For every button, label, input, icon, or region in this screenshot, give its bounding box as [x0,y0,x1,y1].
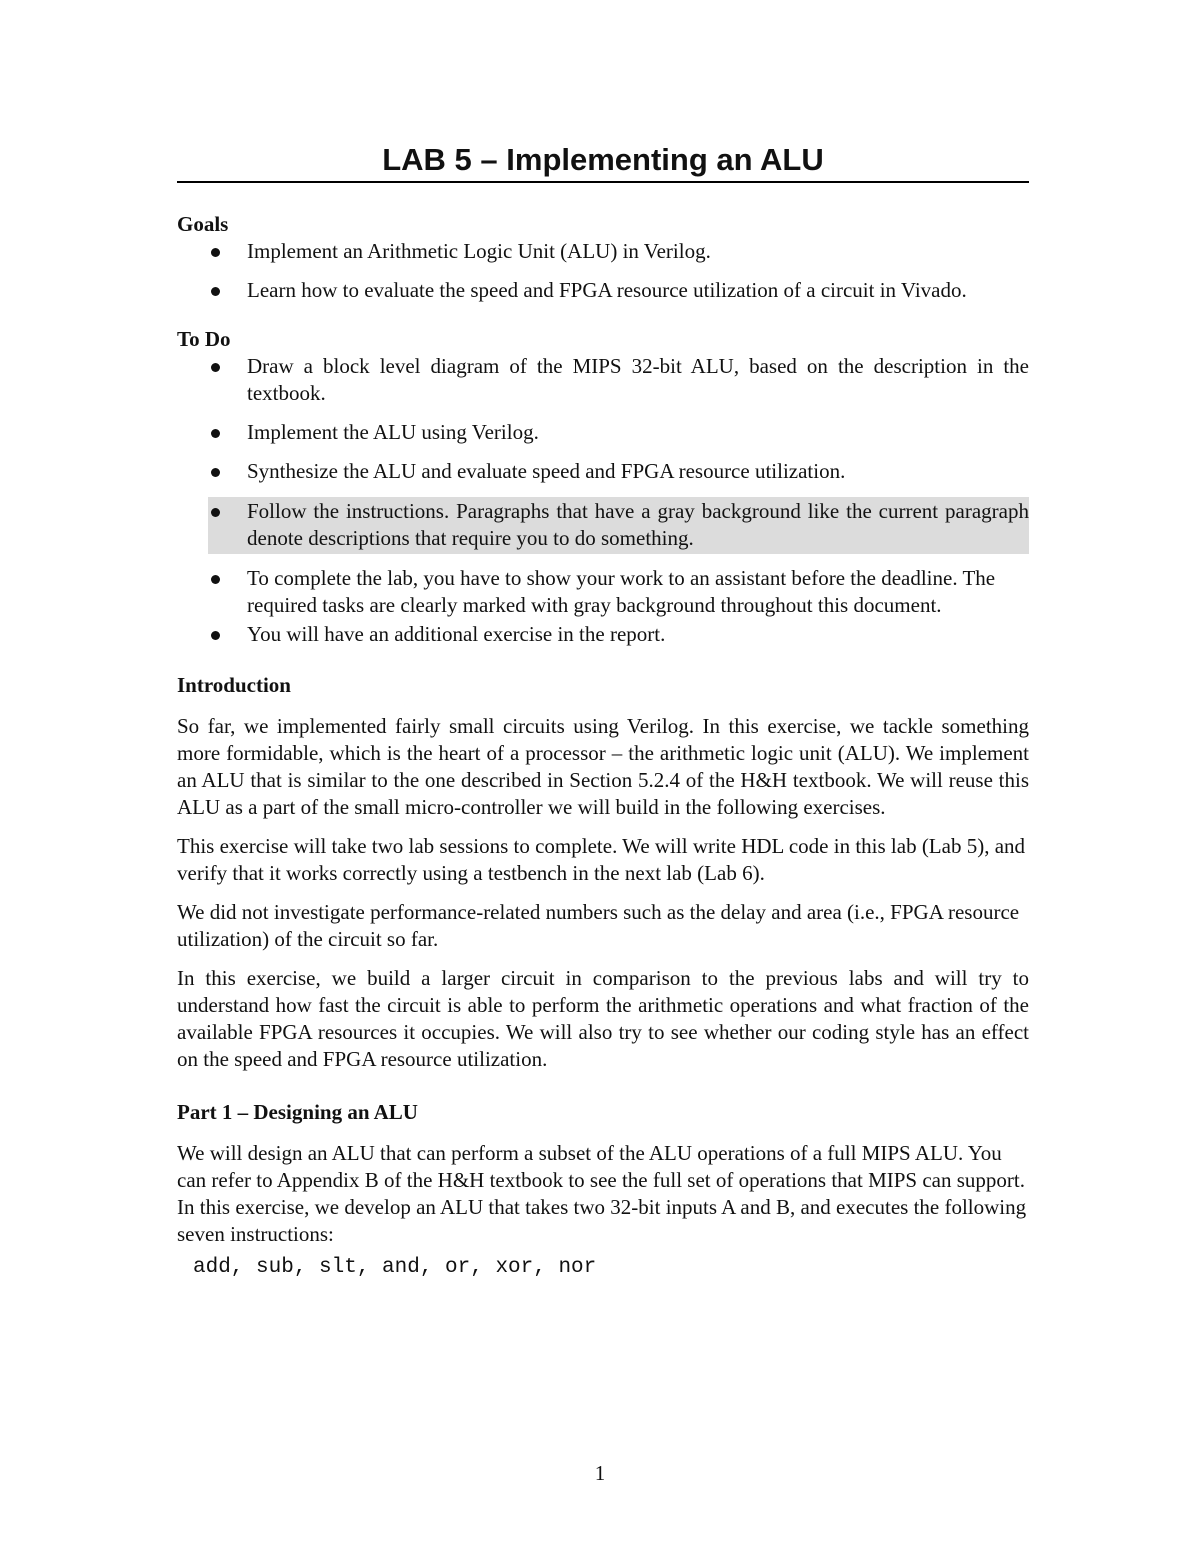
part1-paragraph: We will design an ALU that can perform a subset of the ALU operations of a full MIPS ALU. You can refer to Appendix B of the H&H textbook to see the full set of operations that MIPS can support. In this exercise, we develop an ALU that takes two 32-bit inputs A and B, and executes the following seven instructions: [177,1141,1027,1246]
bullet-icon [211,429,220,438]
list-item [177,565,1029,619]
todo-list [177,353,1029,648]
goals-heading: Goals [177,212,229,236]
bullet-icon [211,575,220,584]
list-item [177,277,1029,304]
page-title: LAB 5 – Implementing an ALU [177,140,1029,183]
part1-heading: Part 1 – Designing an ALU [177,1100,418,1124]
list-item [177,353,1029,407]
bullet-icon [211,248,220,257]
list-item [177,621,1029,648]
list-item-text: Draw a block level diagram of the MIPS 32-bit ALU, based on the description in the textbook. [247,354,1029,405]
list-item-text: Follow the instructions. Paragraphs that have a gray background like the current paragraph denote descriptions that require you to do something. [247,499,1029,550]
list-item-text: Implement the ALU using Verilog. [247,420,539,444]
list-item-text: Synthesize the ALU and evaluate speed and FPGA resource utilization. [247,459,846,483]
todo-heading: To Do [177,327,231,351]
bullet-icon [211,468,220,477]
bullet-icon [211,363,220,372]
highlighted-list-item [208,497,1029,554]
list-item [177,419,1029,446]
bullet-icon [211,631,220,640]
list-item [177,238,1029,265]
goals-list [177,238,1029,304]
list-item-text: Implement an Arithmetic Logic Unit (ALU) in Verilog. [247,239,711,263]
intro-paragraph: In this exercise, we build a larger circuit in comparison to the previous labs and will try to understand how fast the circuit is able to perform the arithmetic operations and what fraction of the available FPGA resources it occupies. We will also try to see whether our coding style has an effect on the speed and FPGA resource utilization. [177,966,1029,1071]
list-item-text: You will have an additional exercise in the report. [247,622,666,646]
intro-paragraph: This exercise will take two lab sessions to complete. We will write HDL code in this lab (Lab 5), and verify that it works correctly using a testbench in the next lab (Lab 6). [177,834,1026,885]
list-item-text: Learn how to evaluate the speed and FPGA resource utilization of a circuit in Vivado. [247,278,967,302]
list-item [177,458,1029,485]
document-page [177,140,1029,1282]
list-item-text: To complete the lab, you have to show your work to an assistant before the deadline. The required tasks are clearly marked with gray background throughout this document. [247,566,996,617]
page-number: 1 [594,1461,606,1485]
intro-paragraph: We did not investigate performance-related numbers such as the delay and area (i.e., FPGA resource utilization) of the circuit so far. [177,900,1020,951]
bullet-icon [211,287,220,296]
instruction-list-code: add, sub, slt, and, or, xor, nor [193,1256,597,1279]
bullet-icon [211,508,220,517]
intro-paragraph: So far, we implemented fairly small circuits using Verilog. In this exercise, we tackle something more formidable, which is the heart of a processor – the arithmetic logic unit (ALU). We implement an ALU that is similar to the one described in Section 5.2.4 of the H&H textbook. We will reuse this ALU as a part of the small micro-controller we will build in the following exercises. [177,714,1029,819]
introduction-heading: Introduction [177,673,291,697]
